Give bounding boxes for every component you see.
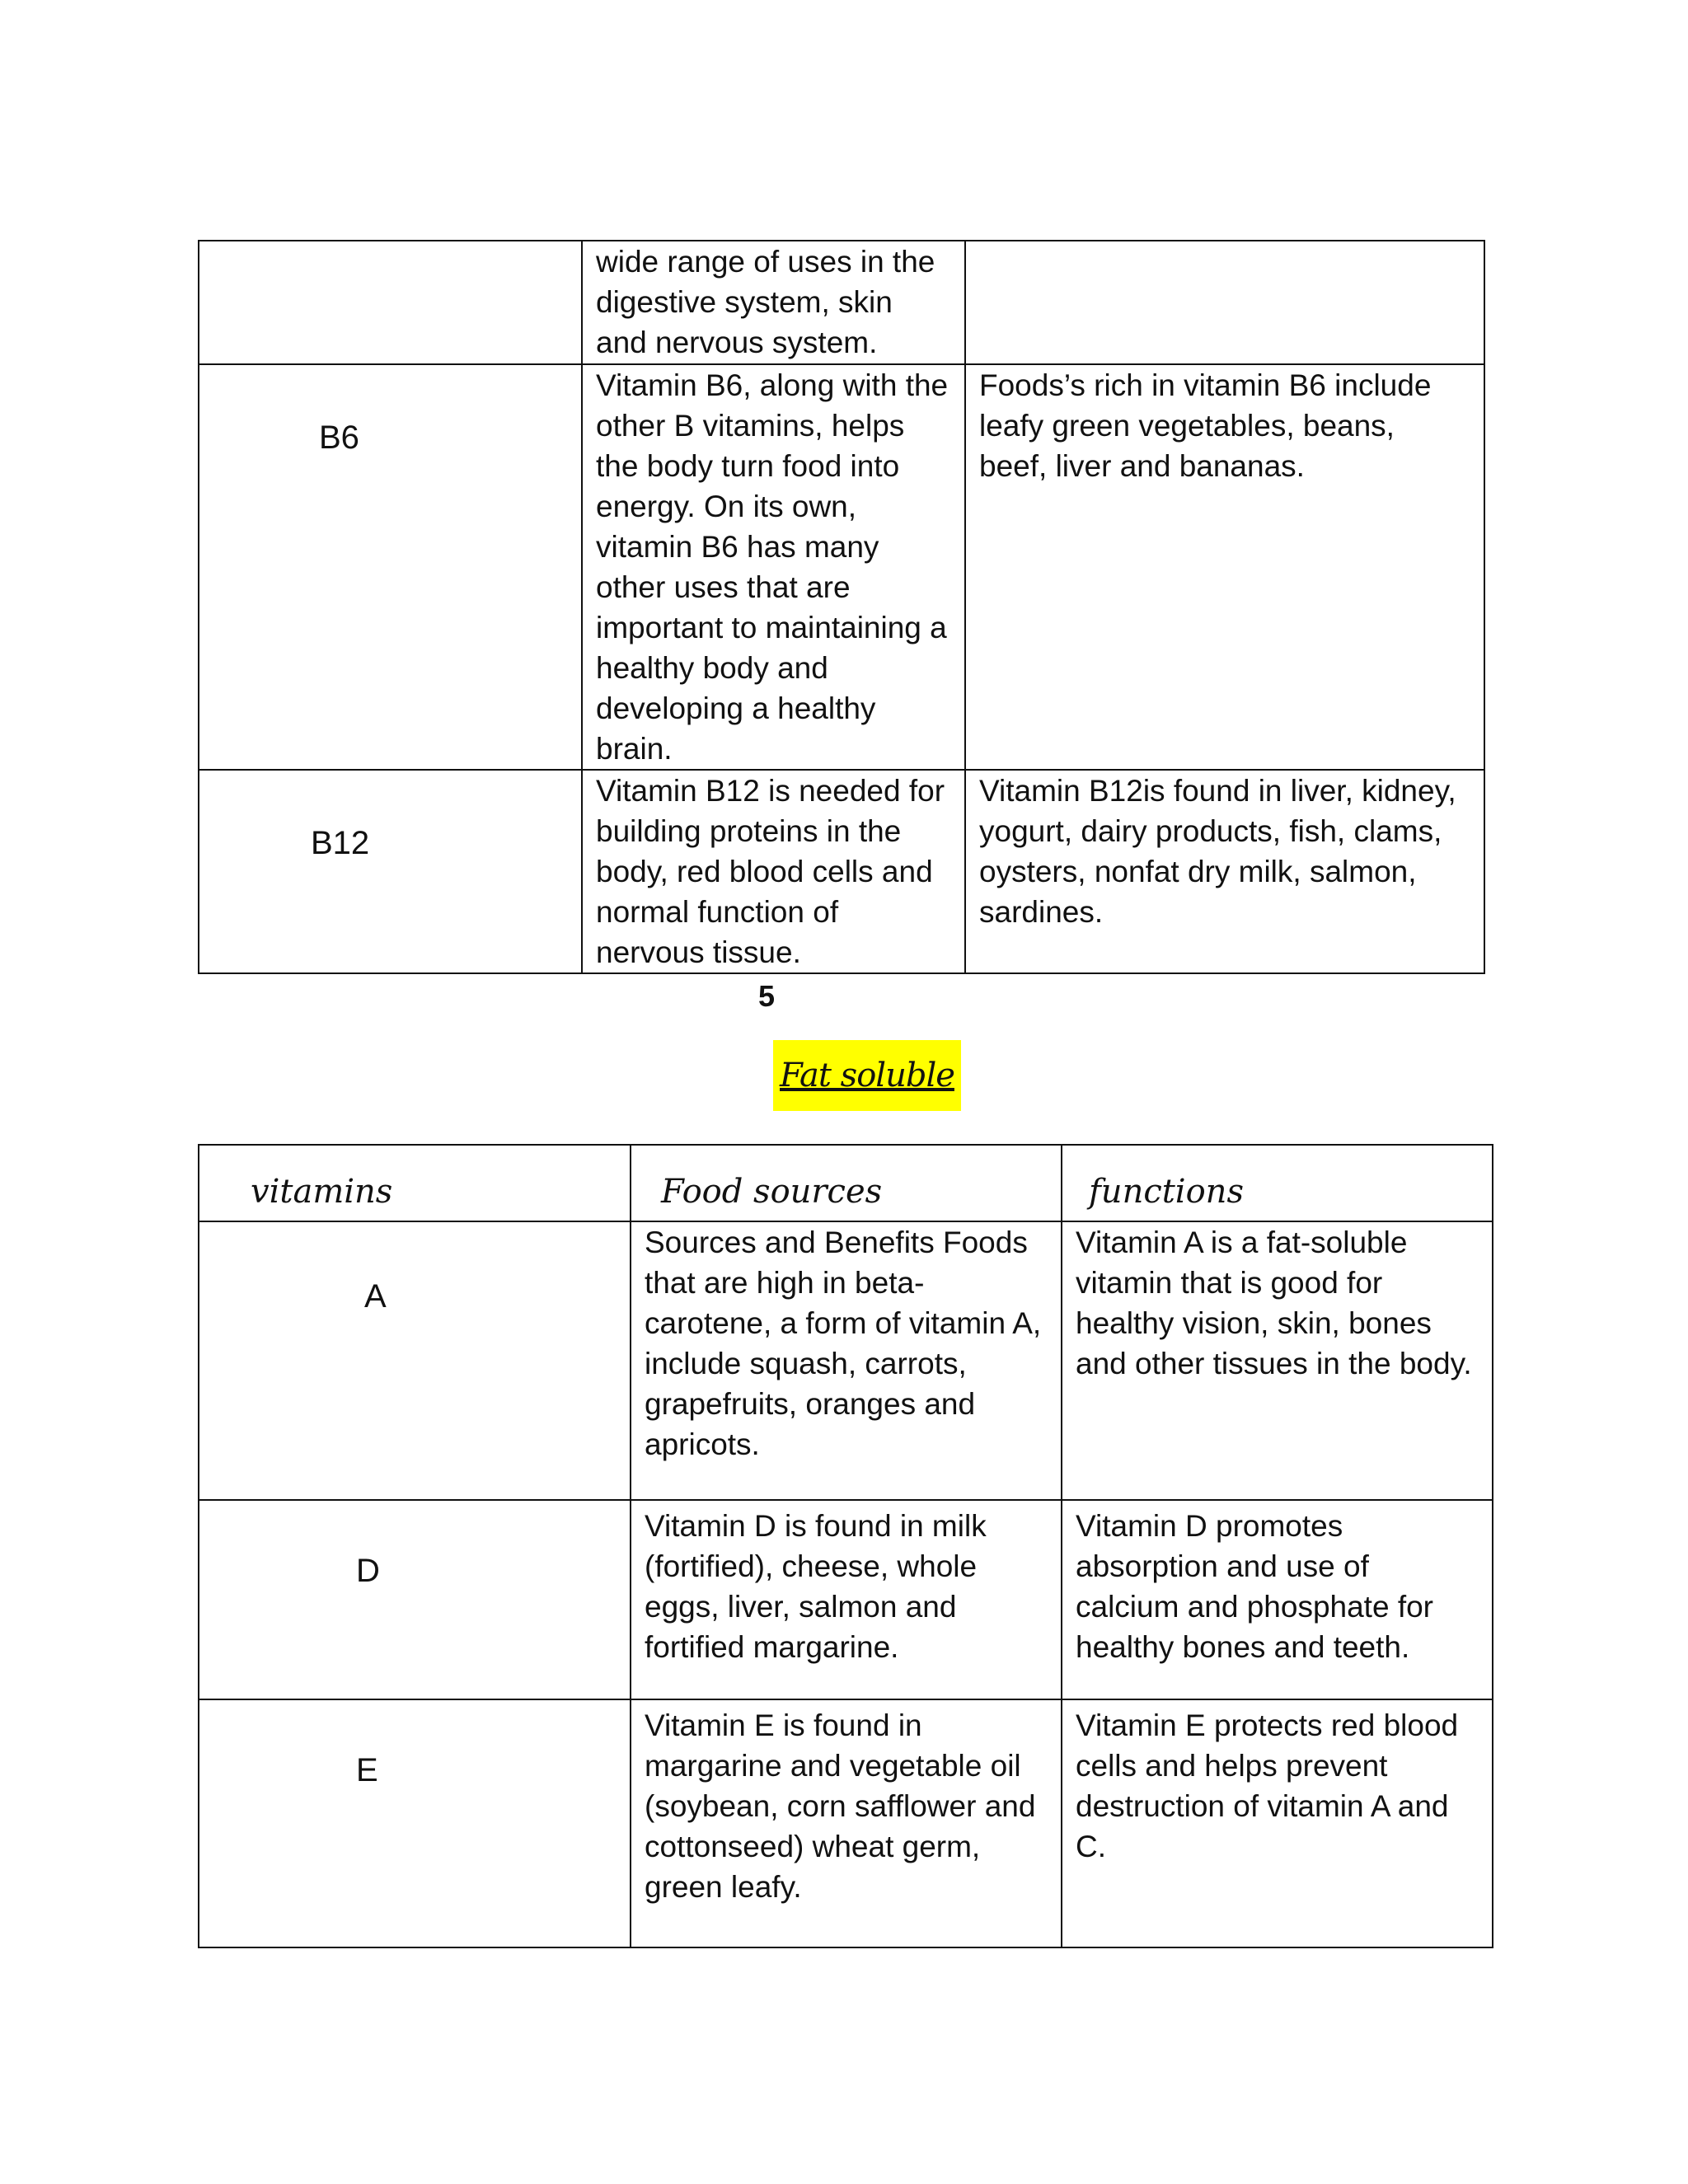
table-row	[199, 1221, 1493, 1500]
header-functions: functions	[1062, 1145, 1493, 1221]
header-vitamins: vitamins	[199, 1145, 631, 1221]
vitamin-label: B6	[319, 419, 359, 456]
table-row	[199, 770, 1484, 973]
vitamin-label: D	[356, 1553, 380, 1589]
table-row	[199, 1699, 1493, 1947]
table-row	[199, 1500, 1493, 1699]
vitamin-cell	[199, 364, 582, 770]
vitamin-label: A	[364, 1278, 387, 1315]
table-row	[199, 241, 1484, 364]
table-header-row	[199, 1145, 1493, 1221]
sources-cell: Foods’s rich in vitamin B6 include leafy green vegetables, beans, beef, liver and bananas.	[965, 364, 1484, 770]
section-title: Fat soluble	[773, 1040, 961, 1111]
sources-cell: Vitamin D is found in milk (fortified), cheese, whole eggs, liver, salmon and fortified margarine.	[631, 1500, 1062, 1699]
table-row	[199, 364, 1484, 770]
header-food-sources: Food sources	[631, 1145, 1062, 1221]
function-cell: Vitamin D promotes absorption and use of calcium and phosphate for healthy bones and teeth.	[1062, 1500, 1493, 1699]
function-cell: Vitamin B12 is needed for building proteins in the body, red blood cells and normal function of nervous tissue.	[582, 770, 965, 973]
vitamin-cell	[199, 1221, 631, 1500]
vitamin-cell	[199, 1699, 631, 1947]
function-cell: Vitamin B6, along with the other B vitamins, helps the body turn food into energy. On its own, vitamin B6 has many other uses that are important to maintaining a healthy body and developing a healthy brain.	[582, 364, 965, 770]
vitamin-cell	[199, 770, 582, 973]
function-cell: Vitamin E protects red blood cells and helps prevent destruction of vitamin A and C.	[1062, 1699, 1493, 1947]
sources-cell: Vitamin B12is found in liver, kidney, yogurt, dairy products, fish, clams, oysters, nonfat dry milk, salmon, sardines.	[965, 770, 1484, 973]
vitamin-label: B12	[311, 825, 370, 861]
sources-cell	[965, 241, 1484, 364]
function-cell: Vitamin A is a fat-soluble vitamin that is good for healthy vision, skin, bones and other tissues in the body.	[1062, 1221, 1493, 1500]
water-soluble-table-continued	[198, 240, 1485, 974]
vitamin-cell	[199, 1500, 631, 1699]
function-cell: wide range of uses in the digestive system, skin and nervous system.	[582, 241, 965, 364]
vitamin-label: E	[356, 1752, 378, 1788]
page-number: 5	[758, 979, 776, 1013]
sources-cell: Vitamin E is found in margarine and vegetable oil (soybean, corn safflower and cottonseed) wheat germ, green leafy.	[631, 1699, 1062, 1947]
fat-soluble-table	[198, 1144, 1493, 1948]
sources-cell: Sources and Benefits Foods that are high in beta-carotene, a form of vitamin A, include squash, carrots, grapefruits, oranges and apricots.	[631, 1221, 1062, 1500]
vitamin-cell	[199, 241, 582, 364]
